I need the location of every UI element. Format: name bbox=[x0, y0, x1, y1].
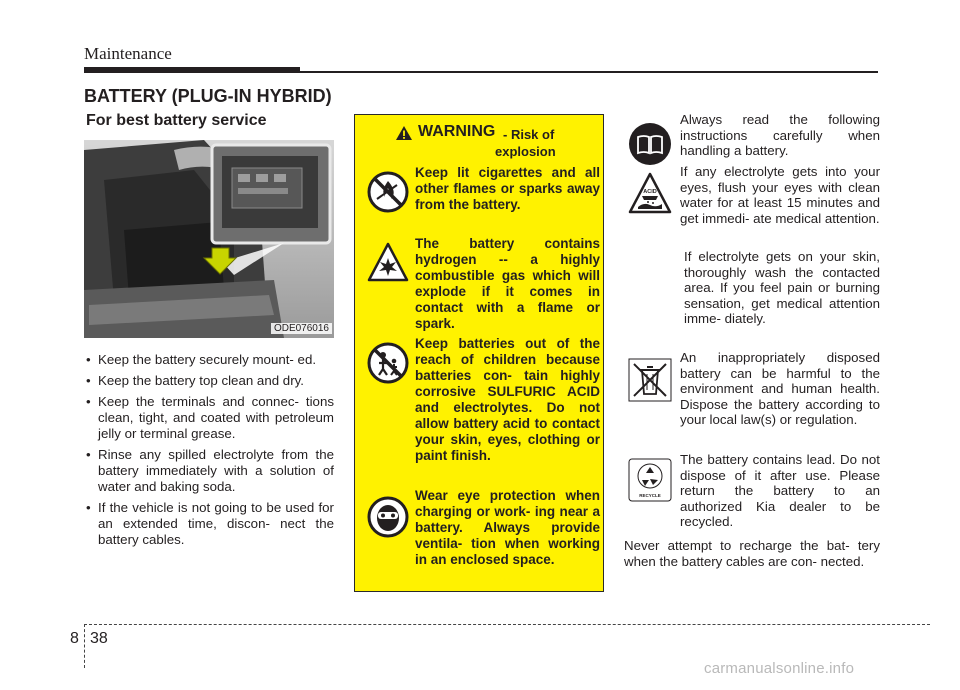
list-item: • If the vehicle is not going to be used for an extended time, discon- nect the battery cables. bbox=[86, 500, 334, 548]
warning-text: Keep lit cigarettes and all other flames or sparks away from the battery. bbox=[415, 165, 600, 212]
instruction-text: The battery contains lead. Do not dispose of it after use. Please return the battery to an authorized Kia dealer to be recycled. bbox=[680, 452, 880, 529]
read-manual-icon bbox=[628, 122, 672, 166]
warning-text: Keep batteries out of the reach of children because batteries con- tain highly corrosive SULFURIC ACID and electrolytes. Do not allow battery acid to contact your skin, eyes, clothing or paint finish. bbox=[415, 336, 600, 463]
instruction-text: If any electrolyte gets into your eyes, flush your eyes with clean water for at least 15 minutes and get immedi- ate medical attention. bbox=[680, 164, 880, 226]
explosion-hazard-icon bbox=[367, 242, 409, 284]
instruction-text: If electrolyte gets on your skin, thoroughly wash the contacted area. If you feel pain or burning sensation, get medical attention imme- diately. bbox=[684, 249, 880, 326]
warning-text: The battery contains hydrogen -- a highly combustible gas which will explode if it comes in contact with a flame or spark. bbox=[415, 236, 600, 331]
battery-location-photo bbox=[84, 140, 334, 338]
instruction-text: Always read the following instructions carefully when handling a battery. bbox=[680, 112, 880, 158]
no-trash-bin-icon bbox=[628, 358, 672, 402]
cargo-area-illustration bbox=[84, 140, 334, 338]
no-flame-icon bbox=[367, 171, 409, 213]
final-instruction: Never attempt to recharge the bat- tery when the battery cables are con- nected. bbox=[624, 538, 880, 569]
warning-subtitle-cont: explosion bbox=[495, 144, 556, 159]
acid-hazard-icon bbox=[628, 172, 672, 216]
section-name: Maintenance bbox=[84, 44, 172, 63]
watermark: carmanualsonline.info bbox=[704, 660, 855, 677]
warning-text: Wear eye protection when charging or work- ing near a battery. Always provide ventila- tion when working in an enclosed space. bbox=[415, 488, 600, 567]
header-rule-thin bbox=[300, 71, 878, 73]
page-number: 38 bbox=[90, 630, 108, 647]
warning-word: WARNING bbox=[418, 123, 496, 140]
footer-rule bbox=[84, 624, 930, 625]
warning-box bbox=[354, 114, 604, 592]
page-title: BATTERY (PLUG-IN HYBRID) bbox=[84, 86, 332, 106]
sub-title: For best battery service bbox=[86, 112, 267, 129]
instruction-text: An inappropriately disposed battery can be harmful to the environment and human health. Dispose the battery according to your local law(s) or regulation. bbox=[680, 350, 880, 427]
list-item: • Keep the terminals and connec- tions clean, tight, and coated with petroleum jelly or terminal grease. bbox=[86, 394, 334, 442]
header-rule-thick bbox=[84, 67, 300, 73]
chapter-number: 8 bbox=[70, 630, 79, 647]
warning-triangle-icon bbox=[395, 125, 413, 141]
warning-subtitle: - Risk of bbox=[503, 127, 555, 142]
list-item: • Rinse any spilled electrolyte from the battery immediately with a solution of water and baking soda. bbox=[86, 447, 334, 495]
photo-code: ODE076016 bbox=[271, 323, 332, 334]
footer-divider bbox=[84, 624, 85, 668]
battery-care-list bbox=[86, 352, 334, 553]
list-item: • Keep the battery top clean and dry. bbox=[86, 373, 334, 389]
recycle-label: RECYCLE bbox=[639, 493, 661, 498]
eye-protection-icon bbox=[367, 496, 409, 538]
acid-label: ACID bbox=[643, 189, 657, 195]
list-item: • Keep the battery securely mount- ed. bbox=[86, 352, 334, 368]
recycle-icon bbox=[628, 458, 672, 502]
keep-away-from-children-icon bbox=[367, 342, 409, 384]
